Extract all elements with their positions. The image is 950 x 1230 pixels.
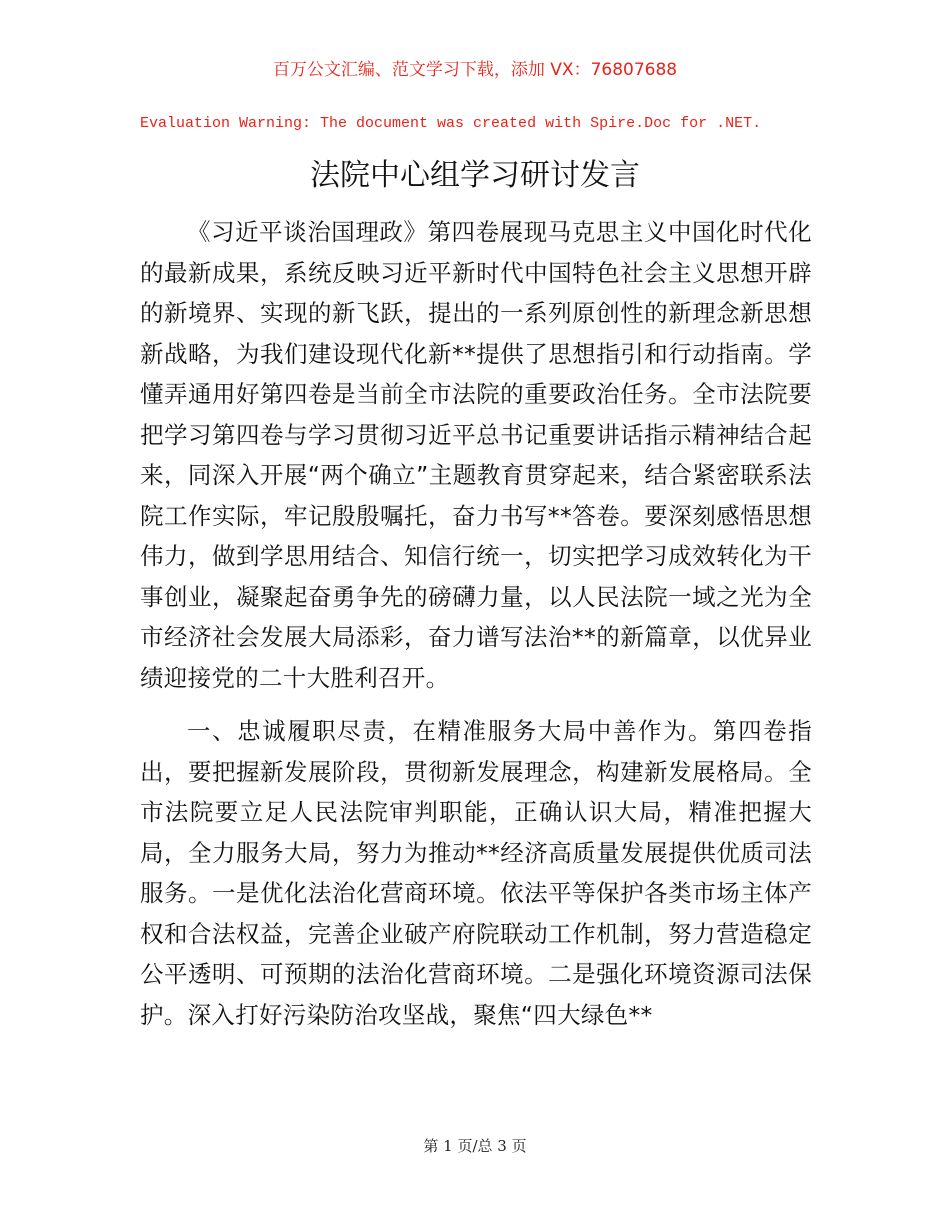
document-body (140, 212, 812, 1035)
paragraph-intro: 《习近平谈治国理政》第四卷展现马克思主义中国化时代化的最新成果，系统反映习近平新时代中国特色社会主义思想开辟的新境界、实现的新飞跃，提出的一系列原创性的新理念新思想新战略，为我们建设现代化新**提供了思想指引和行动指南。学懂弄通用好第四卷是当前全市法院的重要政治任务。全市法院要把学习第四卷与学习贯彻习近平总书记重要讲话指示精神结合起来，同深入开展“两个确立”主题教育贯穿起来，结合紧密联系法院工作实际，牢记殷殷嘱托，奋力书写**答卷。要深刻感悟思想伟力，做到学思用结合、知信行统一，切实把学习成效转化为干事创业，凝聚起奋勇争先的磅礴力量，以人民法院一域之光为全市经济社会发展大局添彩，奋力谱写法治**的新篇章，以优异业绩迎接党的二十大胜利召开。 (140, 218, 812, 692)
document-title: 法院中心组学习研讨发言 (310, 158, 640, 193)
paragraph-section-one: 一、忠诚履职尽责，在精准服务大局中善作为。第四卷指出，要把握新发展阶段，贯彻新发展理念，构建新发展格局。全市法院要立足人民法院审判职能，正确认识大局，精准把握大局，全力服务大局，努力为推动**经济高质量发展提供优质司法服务。一是优化法治化营商环境。依法平等保护各类市场主体产权和合法权益，完善企业破产府院联动工作机制，努力营造稳定公平透明、可预期的法治化营商环境。二是强化环境资源司法保护。深入打好污染防治攻坚战，聚焦“四大绿色** (140, 717, 812, 1029)
header-banner: 百万公文汇编、范文学习下载，添加 VX：76807688 (272, 60, 678, 80)
evaluation-warning: Evaluation Warning: The document was created with Spire.Doc for .NET. (140, 115, 762, 132)
page-number-footer: 第 1 页/总 3 页 (423, 1137, 527, 1155)
